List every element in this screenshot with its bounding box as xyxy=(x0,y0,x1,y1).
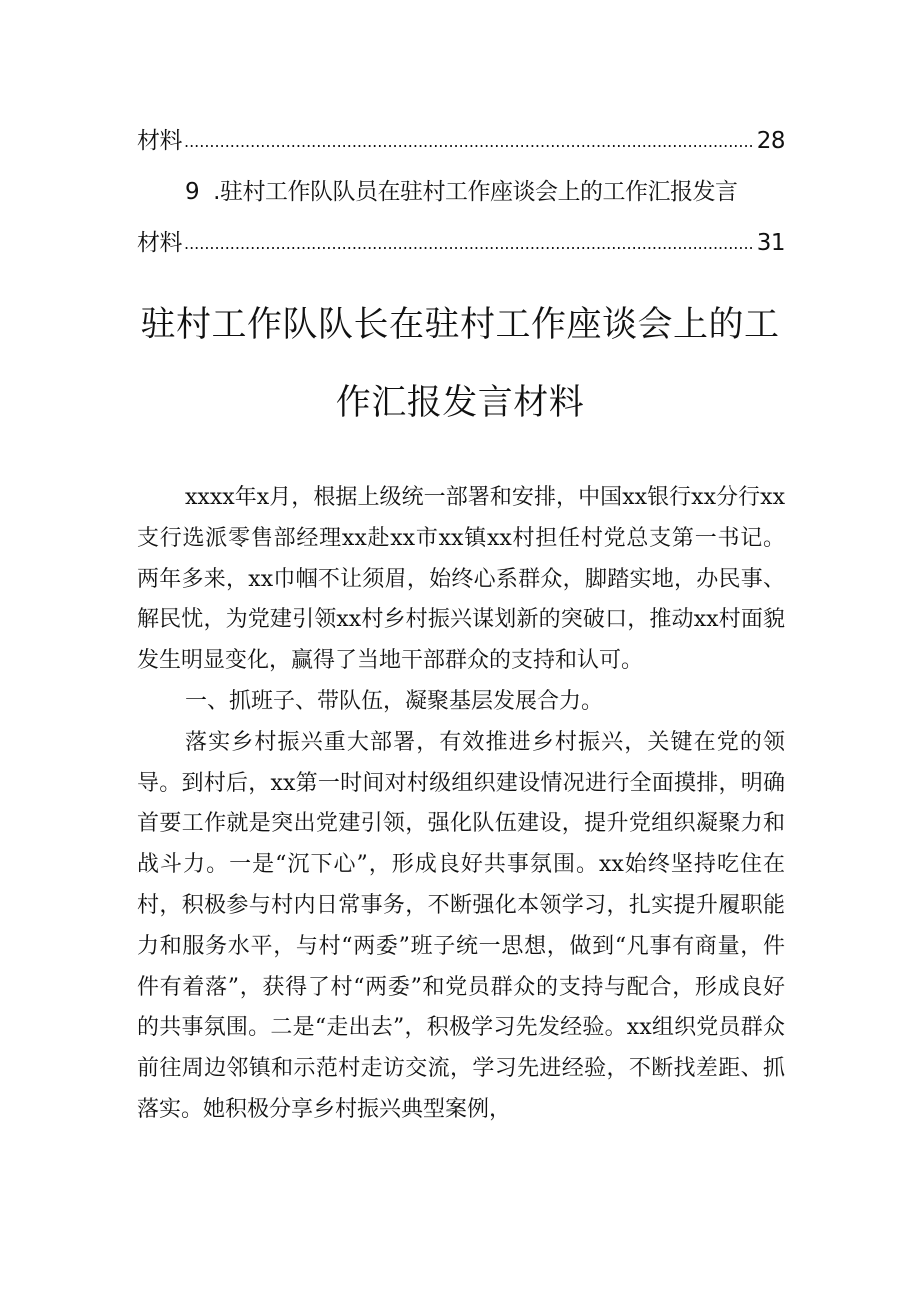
toc-dot-leader xyxy=(184,115,755,167)
toc-item-9[interactable] xyxy=(137,167,785,218)
toc-item-9-title: .驻村工作队队员在驻村工作座谈会上的工作汇报发言 xyxy=(213,179,738,205)
toc-item-8-continuation[interactable] xyxy=(137,116,785,167)
toc-item-9-number: 9 xyxy=(185,179,200,205)
toc-item-8-page: 28 xyxy=(756,128,785,154)
toc-item-8-tail: 材料 xyxy=(137,128,182,154)
toc-item-9-tail: 材料 xyxy=(137,230,182,256)
intro-paragraph: xxxx年x月，根据上级统一部署和安排，中国xx银行xx分行xx支行选派零售部经理xx赴xx市xx镇xx村担任村党总支第一书记。两年多来，xx巾帼不让须眉，始终心系群众，脚踏实地，办民事、解民忧，为党建引领xx村乡村振兴谋划新的突破口，推动xx村面貌发生明显变化，赢得了当地干部群众的支持和认可。 xyxy=(137,485,785,674)
toc-item-9-page: 31 xyxy=(756,230,785,256)
document-title-line-1: 驻村工作队队长在驻村工作座谈会上的工 xyxy=(140,305,780,345)
document-title-line-2: 作汇报发言材料 xyxy=(335,383,585,423)
section-1-paragraph: 落实乡村振兴重大部署，有效推进乡村振兴，关键在党的领导。到村后，xx第一时间对村级组织建设情况进行全面摸排，明确首要工作就是突出党建引领，强化队伍建设，提升党组织凝聚力和战斗力。一是“沉下心”，形成良好共事氛围。xx始终坚持吃住在村，积极参与村内日常事务，不断强化本领学习，扎实提升履职能力和服务水平，与村“两委”班子统一思想，做到“凡事有商量，件件有着落”，获得了村“两委”和党员群众的支持与配合，形成良好的共事氛围。二是“走出去”，积极学习先发经验。xx组织党员群众前往周边邻镇和示范村走访交流，学习先进经验，不断找差距、抓落实。她积极分享乡村振兴典型案例， xyxy=(137,729,785,1122)
section-1-heading: 一、抓班子、带队伍，凝聚基层发展合力。 xyxy=(185,688,604,714)
document-body xyxy=(137,478,785,1131)
toc-item-9-continuation[interactable] xyxy=(137,218,785,269)
table-of-contents xyxy=(137,116,785,269)
toc-dot-leader xyxy=(184,217,755,269)
document-title xyxy=(100,286,820,442)
